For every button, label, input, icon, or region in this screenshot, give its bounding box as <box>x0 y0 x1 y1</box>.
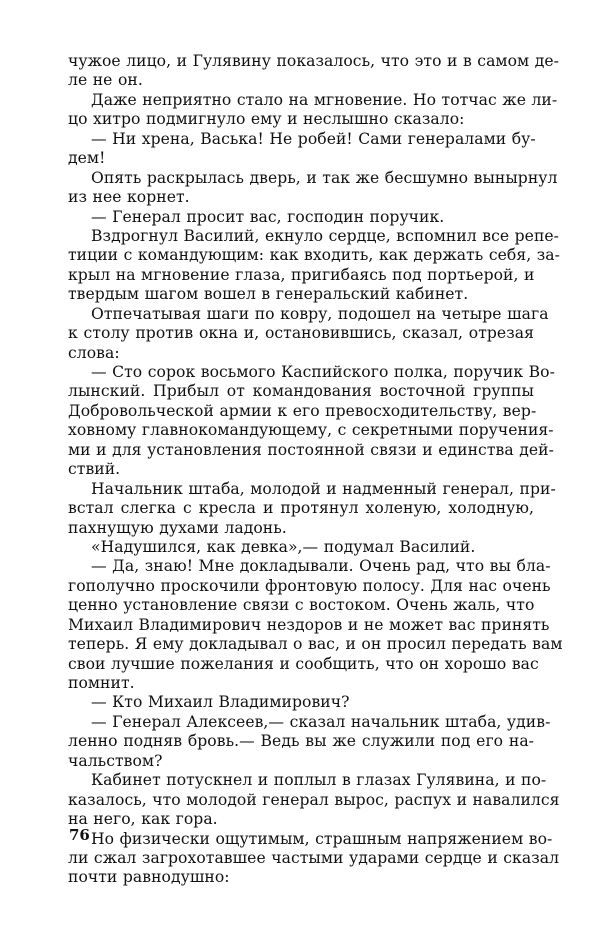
text-line: теперь. Я ему докладывал о вас, и он просил передать вам <box>68 635 563 654</box>
text-line: — Ни хрена, Васька! Не робей! Сами генералами бу- <box>91 129 536 148</box>
text-line: свои лучшие пожелания и сообщить, что он хорошо вас <box>68 654 539 673</box>
text-line: твердым шагом вошел в генеральский кабинет. <box>68 285 469 304</box>
text-line: Вздрогнул Василий, екнуло сердце, вспомнил все репе- <box>91 226 560 245</box>
text-line: — Кто Михаил Владимирович? <box>91 693 350 712</box>
text-line: к столу против окна и, остановившись, сказал, отрезая <box>68 324 534 343</box>
text-line: Даже неприятно стало на мгновение. Но тотчас же ли- <box>91 90 558 109</box>
text-line: ховному главнокомандующему, с секретными поручения- <box>68 421 554 440</box>
text-line: крыл на мгновение глаза, пригибаясь под портьерой, и <box>68 265 535 284</box>
page-text <box>68 52 563 888</box>
text-line: пахнущую духами ладонь. <box>68 518 287 537</box>
text-line: помнит. <box>68 674 135 692</box>
text-line: ли сжал загрохотавшее частыми ударами сердце и сказал <box>68 848 560 867</box>
text-line: почти равнодушно: <box>68 868 230 887</box>
text-line: тиции с командующим: как входить, как держать себя, за- <box>68 246 560 265</box>
text-line: казалось, что молодой генерал вырос, распух и навалился <box>68 790 560 809</box>
text-line: ми и для установления постоянной связи и единства дей- <box>68 440 554 459</box>
text-line: Кабинет потускнел и поплыл в глазах Гулявина, и по- <box>91 771 547 790</box>
text-line: на него, как гора. <box>68 810 218 829</box>
text-line: Отпечатывая шаги по ковру, подошел на четыре шага <box>91 304 549 323</box>
text-line: — Генерал Алексеев,— сказал начальник штаба, удив- <box>91 712 551 731</box>
text-line: дем! <box>68 149 106 168</box>
text-line: чужое лицо, и Гулявину показалось, что это и в самом де- <box>68 52 559 70</box>
page-number: 76 <box>69 826 90 844</box>
text-line: Опять раскрылась дверь, и так же бесшумно вынырнул <box>91 168 558 187</box>
text-line: Добровольческой армии к его превосходительству, вер- <box>68 401 537 420</box>
text-line: Михаил Владимирович нездоров и не может вас принять <box>68 615 550 634</box>
text-line: — Да, знаю! Мне докладывали. Очень рад, что вы бла- <box>91 557 551 576</box>
text-line: гополучно проскочили фронтовую полосу. Для нас очень <box>68 576 551 595</box>
text-line: Начальник штаба, молодой и надменный генерал, при- <box>91 479 556 498</box>
text-line: — Сто сорок восьмого Каспийского полка, поручик Во- <box>91 363 555 381</box>
text-line: «Надушился, как девка»,— подумал Василий. <box>91 537 476 556</box>
text-line: ле не он. <box>68 71 143 90</box>
text-line: Но физически ощутимым, страшным напряжением во- <box>91 829 553 848</box>
text-line: цо хитро подмигнуло ему и неслышно сказало: <box>68 110 465 129</box>
text-line: ленно подняв бровь.— Ведь вы же служили под его на- <box>68 732 534 751</box>
text-line: ствий. <box>68 460 121 479</box>
text-line: встал слегка с кресла и протянул холеную, холодную, <box>68 499 534 518</box>
text-line: — Генерал просит вас, господин поручик. <box>91 207 445 226</box>
text-line: из нее корнет. <box>68 188 190 207</box>
text-line: лынский. Прибыл от командования восточной группы <box>68 382 534 401</box>
text-line: слова: <box>68 343 120 362</box>
text-line: чальством? <box>68 751 163 770</box>
text-line: ценно установление связи с востоком. Очень жаль, что <box>68 596 535 615</box>
